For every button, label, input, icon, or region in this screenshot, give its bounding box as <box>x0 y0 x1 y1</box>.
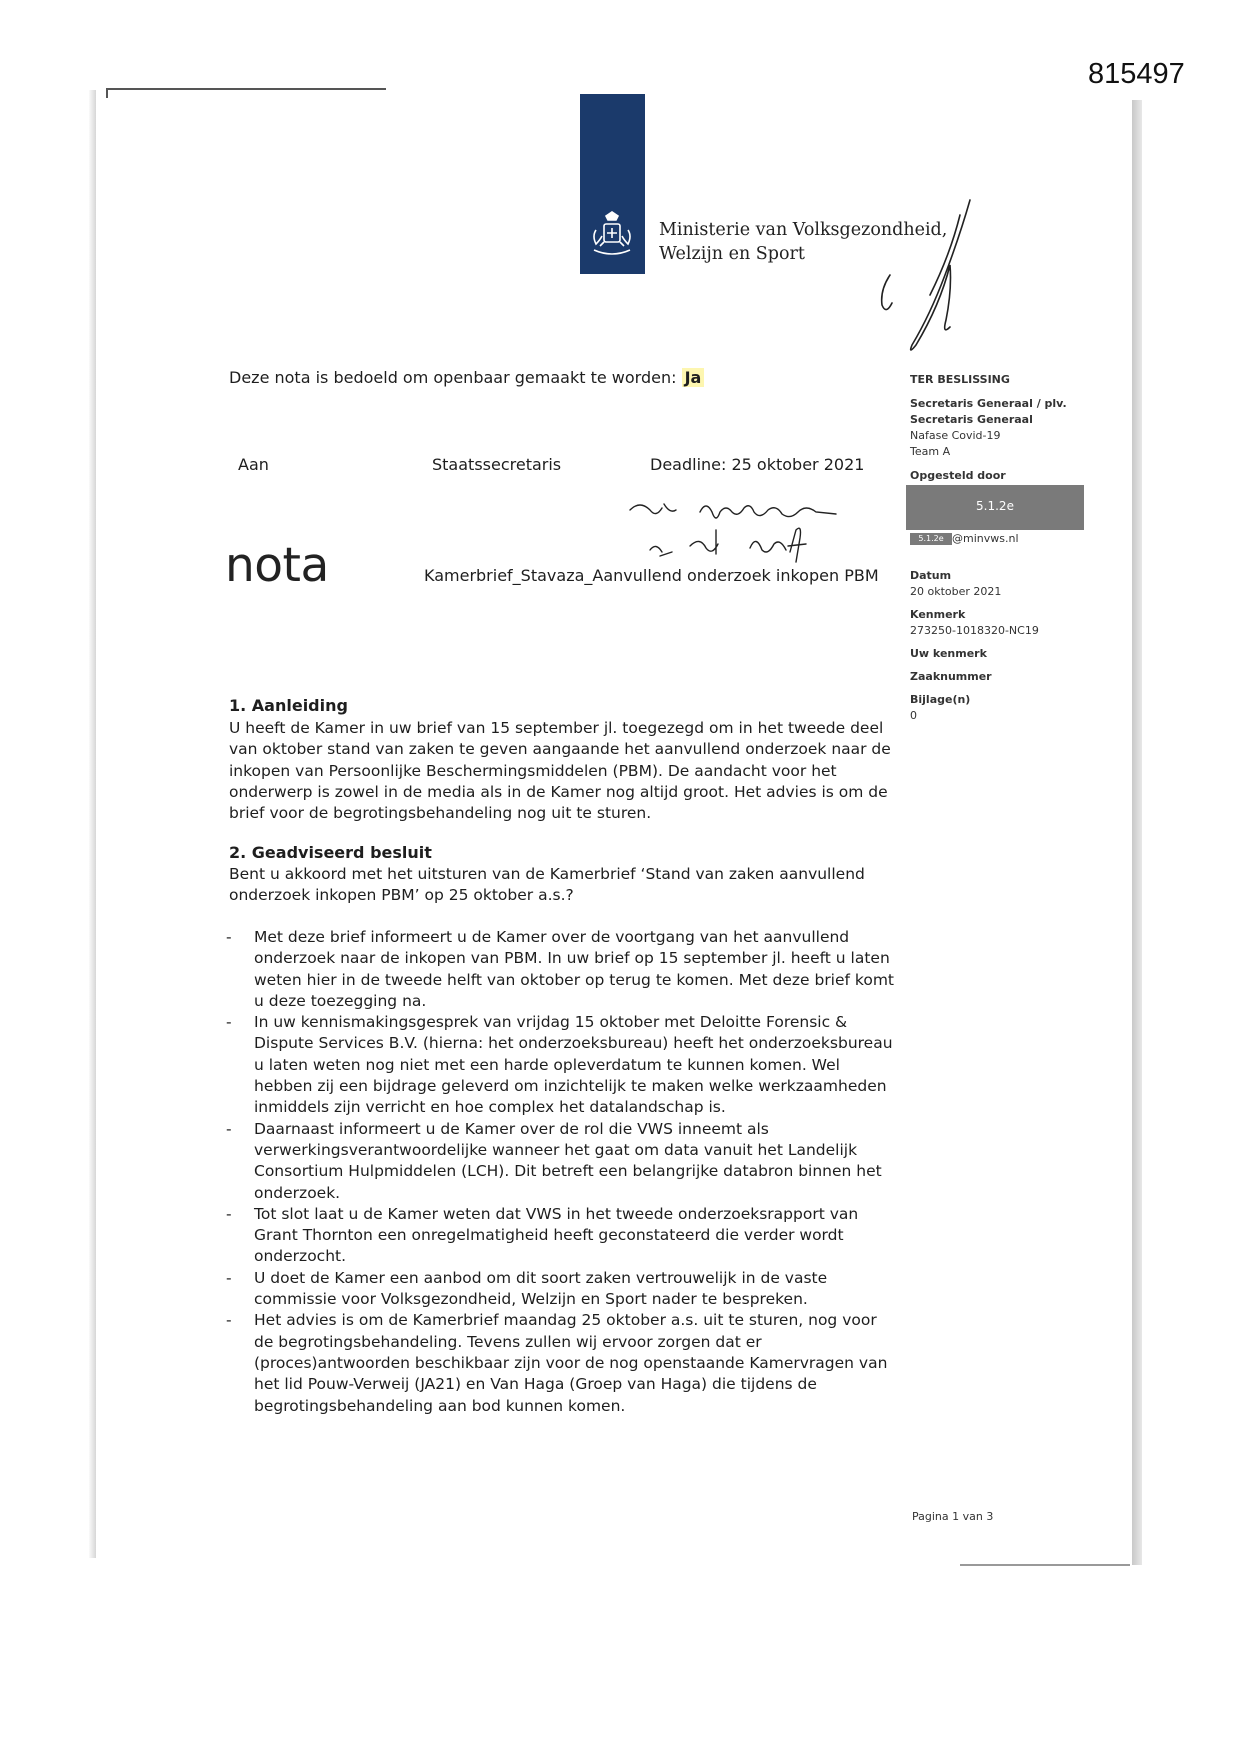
list-item-text: Tot slot laat u de Kamer weten dat VWS in het tweede onderzoeksrapport van Grant Thornton een onregelmatigheid heeft geconstateerd die verder wordt onderzocht. <box>254 1204 859 1266</box>
ministry-name-line1: Ministerie van Volksgezondheid, <box>659 220 948 240</box>
metadata-fields <box>910 568 1039 724</box>
your-reference-label: Uw kenmerk <box>910 647 987 660</box>
reference-label: Kenmerk <box>910 608 966 621</box>
handwritten-note <box>620 490 860 572</box>
list-item-text: Daarnaast informeert u de Kamer over de rol die VWS inneemt als verwerkingsverantwoordelijke wanneer het gaat om data vanuit het Landelijk Consortium Hulpmiddelen (LCH). Dit betreft een belangrijke databron binnen het onderzoek. <box>254 1119 882 1202</box>
scan-edge-left <box>89 90 96 1558</box>
document-subject: Kamerbrief_Stavaza_Aanvullend onderzoek inkopen PBM <box>424 566 879 585</box>
public-notice-answer: Ja <box>682 368 705 387</box>
section-heading-besluit: 2. Geadviseerd besluit <box>229 843 432 862</box>
list-item: - Tot slot laat u de Kamer weten dat VWS in het tweede onderzoeksrapport van Grant Thornton een onregelmatigheid heeft geconstateerd die verder wordt onderzocht. <box>226 1204 859 1266</box>
attachments-value: 0 <box>910 709 917 722</box>
scan-edge-tick <box>106 88 108 98</box>
email-suffix: @minvws.nl <box>952 532 1019 545</box>
list-item-text: Het advies is om de Kamerbrief maandag 25 oktober a.s. uit te sturen, nog voor de begrotingsbehandeling. Tevens zullen wij ervoor zorgen dat er (proces)antwoorden beschikbaar zijn voor de nog openstaande Kamervragen van het lid Pouw-Verweij (JA21) en Van Haga (Groep van Haga) die tijdens de begrotingsbehandeling aan bod kunnen komen. <box>254 1311 888 1415</box>
document-number: 815497 <box>1088 58 1185 90</box>
recipient-value: Staatssecretaris <box>432 455 562 474</box>
ministry-name-line2: Welzijn en Sport <box>659 244 805 264</box>
list-item: - In uw kennismakingsgesprek van vrijdag 15 oktober met Deloitte Forensic & Dispute Services B.V. (hierna: het onderzoeksbureau) heeft het onderzoeksbureau u laten weten nog niet met een harde opleverdatum te kunnen komen. Wel hebben zij een bijdrage geleverd om inzichtelijk te maken welke werkzaamheden inmiddels zijn verricht en hoe complex het datalandschap is. <box>226 1013 893 1117</box>
list-item: - Daarnaast informeert u de Kamer over de rol die VWS inneemt als verwerkingsverantwoordelijke wanneer het gaat om data vanuit het Landelijk Consortium Hulpmiddelen (LCH). Dit betreft een belangrijke databron binnen het onderzoek. <box>226 1119 882 1202</box>
handwritten-signature <box>850 195 1000 390</box>
unit-line2: Team A <box>910 445 951 458</box>
section-body-besluit: Bent u akkoord met het uitsturen van de Kamerbrief ‘Stand van zaken aanvullend onderzoek inkopen PBM’ op 25 oktober a.s.? <box>229 865 865 905</box>
scan-edge-top <box>106 88 386 90</box>
list-item: - Het advies is om de Kamerbrief maandag 25 oktober a.s. uit te sturen, nog voor de begrotingsbehandeling. Tevens zullen wij ervoor zorgen dat er (proces)antwoorden beschikbaar zijn voor de nog openstaande Kamervragen van het lid Pouw-Verweij (JA21) en Van Haga (Groep van Haga) die tijdens de begrotingsbehandeling aan bod kunnen komen. <box>226 1311 888 1415</box>
attachments-label: Bijlage(n) <box>910 693 971 706</box>
list-item-text: U doet de Kamer een aanbod om dit soort zaken vertrouwelijk in de vaste commissie voor Volksgezondheid, Welzijn en Sport nader te bespreken. <box>254 1268 828 1309</box>
email-line <box>910 532 1019 545</box>
document-type: nota <box>225 538 329 593</box>
date-value: 20 oktober 2021 <box>910 585 1002 598</box>
public-notice-text: Deze nota is bedoeld om openbaar gemaakt te worden: <box>229 368 682 387</box>
list-item: - U doet de Kamer een aanbod om dit soort zaken vertrouwelijk in de vaste commissie voor Volksgezondheid, Welzijn en Sport nader te bespreken. <box>226 1268 828 1309</box>
section-heading-aanleiding: 1. Aanleiding <box>229 696 348 715</box>
advice-bullet-list <box>226 927 896 1417</box>
scan-edge-right <box>1132 100 1142 1565</box>
scan-edge-bottom <box>960 1564 1130 1566</box>
redaction-box: 5.1.2e <box>906 485 1084 530</box>
metadata-sidebar <box>910 372 1130 484</box>
unit-line1: Nafase Covid-19 <box>910 429 1001 442</box>
date-label: Datum <box>910 569 952 582</box>
recipient-label: Aan <box>238 455 269 474</box>
section-body-aanleiding: U heeft de Kamer in uw brief van 15 september jl. toegezegd om in het tweede deel van oktober stand van zaken te geven aangaande het aanvullend onderzoek naar de inkopen van Persoonlijke Beschermingsmiddelen (PBM). De aandacht voor het onderwerp is zowel in de media als in de Kamer nog altijd groot. Het advies is om de brief voor de begrotingsbehandeling nog uit te sturen. <box>229 719 891 823</box>
list-item-text: Met deze brief informeert u de Kamer over de voortgang van het aanvullend onderzoek naar de inkopen van PBM. In uw brief op 15 september jl. heeft u laten weten hier in de tweede helft van oktober op terug te komen. Met deze brief komt u deze toezegging na. <box>254 928 894 1010</box>
page-number: Pagina 1 van 3 <box>912 1510 994 1523</box>
reference-value: 273250-1018320-NC19 <box>910 624 1039 637</box>
case-number-label: Zaaknummer <box>910 670 992 683</box>
recipient-line2: Secretaris Generaal <box>910 413 1033 426</box>
status-label: TER BESLISSING <box>910 373 1010 386</box>
public-notice <box>229 368 704 387</box>
deadline: Deadline: 25 oktober 2021 <box>650 455 865 474</box>
prepared-by-label: Opgesteld door <box>910 469 1006 482</box>
list-item-text: In uw kennismakingsgesprek van vrijdag 15 oktober met Deloitte Forensic & Dispute Services B.V. (hierna: het onderzoeksbureau) heeft het onderzoeksbureau u laten weten nog niet met een harde opleverdatum te kunnen komen. Wel hebben zij een bijdrage geleverd om inzichtelijk te maken welke werkzaamheden inmiddels zijn verricht en hoe complex het datalandschap is. <box>254 1013 893 1117</box>
list-item: - Met deze brief informeert u de Kamer over de voortgang van het aanvullend onderzoek naar de inkopen van PBM. In uw brief op 15 september jl. heeft u laten weten hier in de tweede helft van oktober op terug te komen. Met deze brief komt u deze toezegging na. <box>226 928 894 1010</box>
recipient-line1: Secretaris Generaal / plv. <box>910 397 1067 410</box>
coat-of-arms-icon <box>586 210 638 262</box>
redaction-small: 5.1.2e <box>910 533 952 545</box>
